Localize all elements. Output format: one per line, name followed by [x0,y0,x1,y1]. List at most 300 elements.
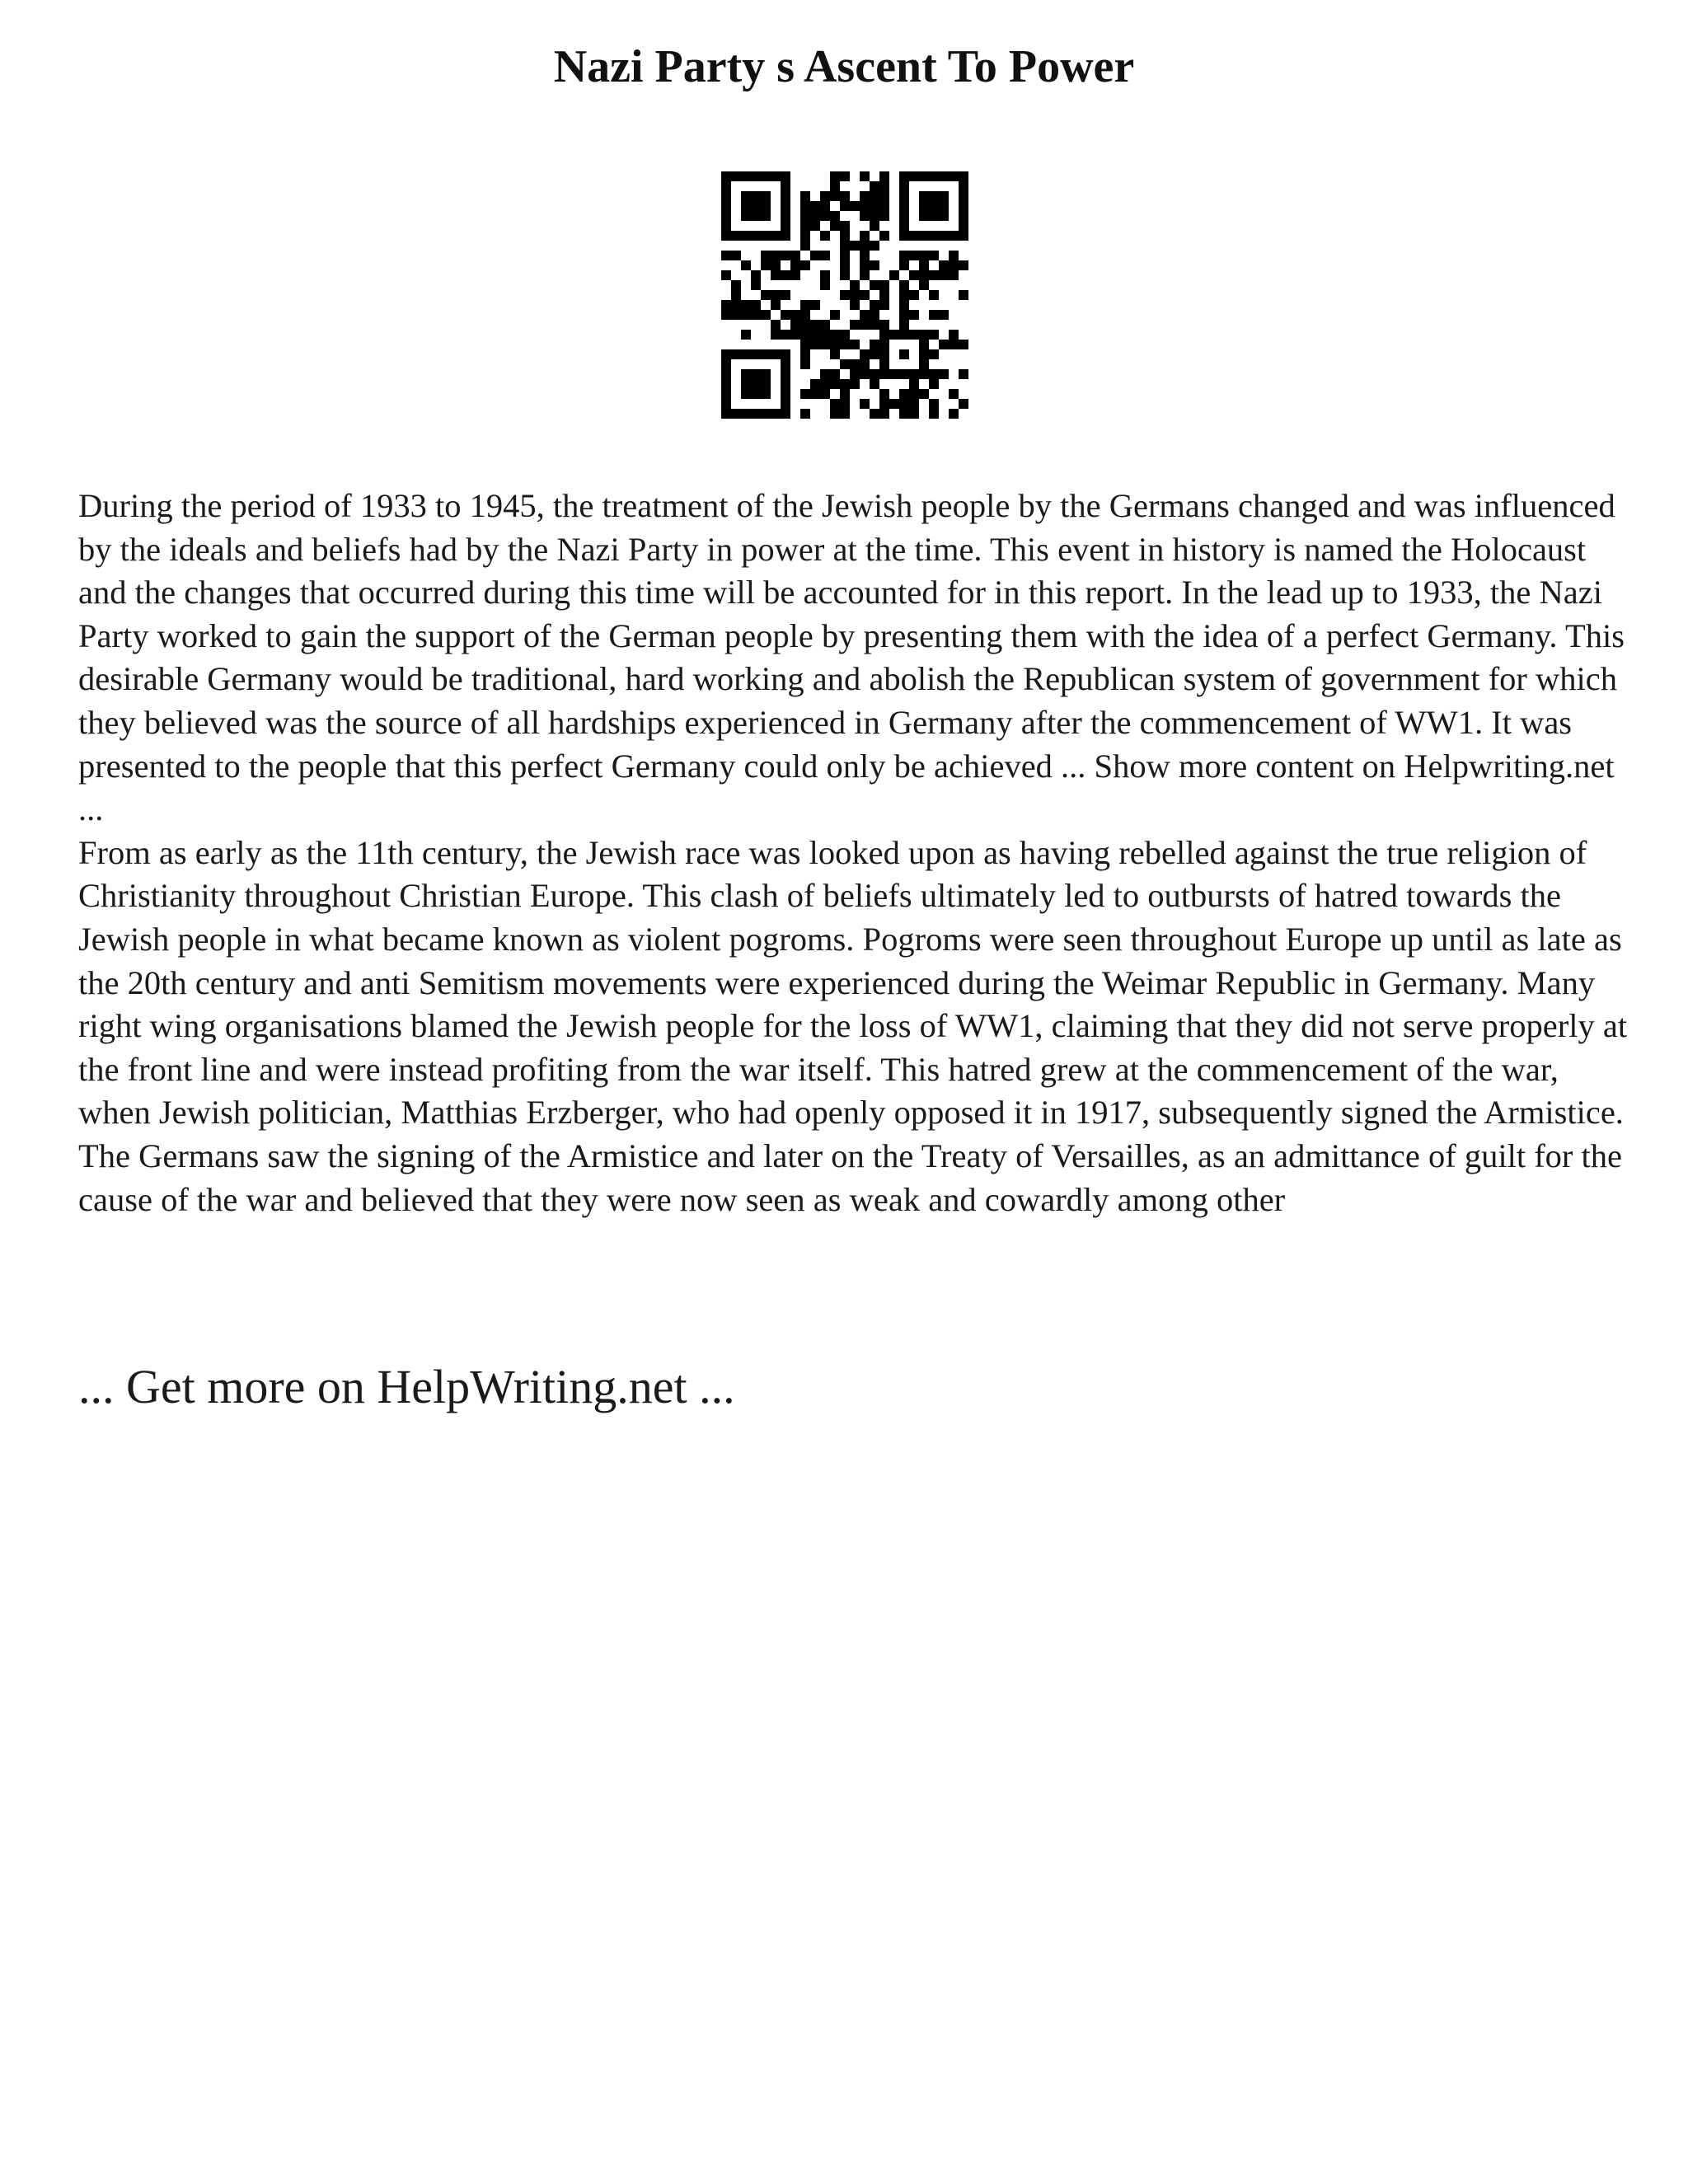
qr-module [830,399,840,409]
qr-module [909,399,919,409]
qr-module [830,369,840,379]
qr-module [751,310,761,320]
qr-module [909,330,919,340]
qr-module [781,290,790,300]
qr-module [939,310,949,320]
qr-module [761,251,771,260]
qr-code-icon [721,171,968,419]
qr-module [840,241,850,251]
qr-module [800,191,810,201]
qr-module [741,260,751,270]
qr-module [939,211,949,221]
qr-module [751,349,761,359]
qr-module [751,369,761,379]
qr-module [860,231,870,241]
qr-module [959,221,968,231]
qr-module [899,399,909,409]
qr-module [870,409,879,419]
qr-module [850,290,860,300]
qr-module [721,270,731,280]
qr-module [820,280,830,290]
qr-module [879,181,889,191]
qr-module [959,211,968,221]
qr-module [899,260,909,270]
qr-module [781,379,790,389]
qr-module [731,409,741,419]
qr-module [761,389,771,399]
qr-module [781,191,790,201]
qr-module [781,211,790,221]
qr-module [860,369,870,379]
qr-module [800,409,810,419]
qr-module [741,300,751,310]
qr-module [751,211,761,221]
qr-module [840,231,850,241]
qr-module [830,171,840,181]
qr-module [751,231,761,241]
qr-module [939,369,949,379]
qr-module [830,330,840,340]
qr-module [929,171,939,181]
qr-module [949,260,959,270]
qr-module [810,201,820,211]
qr-module [820,369,830,379]
qr-module [919,280,929,290]
qr-module [741,349,751,359]
qr-module [850,320,860,330]
qr-module [909,231,919,241]
qr-module [879,191,889,201]
qr-module [810,389,820,399]
qr-module [790,270,800,280]
qr-module [731,349,741,359]
qr-module [800,359,810,369]
qr-module [781,349,790,359]
qr-module [870,211,879,221]
qr-module [781,201,790,211]
qr-module [919,349,929,359]
qr-module [800,231,810,241]
paragraph: During the period of 1933 to 1945, the treatment of the Jewish people by the Germans changed and was influenced by the ideals and beliefs had by the Nazi Party in power at the time. This event in history is named the Holocaust and the changes that occurred during this time will be accounted for in this report. In the lead up to 1933, the Nazi Party worked to gain the support of the German people by presenting them with the idea of a perfect Germany. This desirable Germany would be traditional, hard working and abolish the Republican system of government for which they believed was the source of all hardships experienced in Germany after the commencement of WW1. It was presented to the people that this perfect Germany could only be achieved ... Show more content on Helpwriting.net ... [78,487,1625,828]
qr-module [899,171,909,181]
qr-module [721,409,731,419]
qr-module [771,270,781,280]
qr-module [929,270,939,280]
qr-module [870,349,879,359]
qr-module [840,399,850,409]
qr-module [721,349,731,359]
qr-module [820,201,830,211]
qr-module [939,270,949,280]
qr-module [810,330,820,340]
qr-module [959,290,968,300]
qr-module [840,290,850,300]
qr-module [870,369,879,379]
qr-module [800,260,810,270]
qr-module [751,409,761,419]
qr-module [751,389,761,399]
qr-module [741,330,751,340]
qr-module [860,211,870,221]
qr-module [939,260,949,270]
qr-module [830,349,840,359]
qr-module [949,330,959,340]
qr-module [850,369,860,379]
qr-module [771,260,781,270]
qr-module [820,270,830,280]
qr-module [850,280,860,290]
qr-module [741,369,751,379]
qr-module [840,359,850,369]
qr-module [761,379,771,389]
qr-module [731,280,741,290]
qr-module [909,409,919,419]
qr-module [721,300,731,310]
qr-module [929,290,939,300]
qr-module [820,251,830,260]
qr-module [741,201,751,211]
qr-module [781,409,790,419]
qr-module [820,389,830,399]
qr-module [899,181,909,191]
qr-module [879,340,889,349]
qr-module [771,171,781,181]
qr-module [800,241,810,251]
get-more-link[interactable]: ... Get more on HelpWriting.net ... [78,1360,735,1413]
qr-module [761,211,771,221]
qr-module [929,349,939,359]
qr-module [790,260,800,270]
qr-module [899,231,909,241]
qr-module [959,191,968,201]
qr-module [870,260,879,270]
qr-module [919,251,929,260]
qr-module [860,349,870,359]
qr-module [870,310,879,320]
qr-module [870,241,879,251]
qr-module [909,379,919,389]
qr-module [959,399,968,409]
qr-module [850,379,860,389]
qr-module [820,231,830,241]
qr-module [929,201,939,211]
qr-module [909,389,919,399]
qr-module [870,340,879,349]
qr-module [751,270,761,280]
qr-module [830,211,840,221]
qr-module [751,201,761,211]
qr-module [929,251,939,260]
qr-module [761,191,771,201]
qr-module [860,191,870,201]
qr-module [731,300,741,310]
qr-module [879,389,889,399]
qr-module [860,260,870,270]
qr-module [959,231,968,241]
qr-module [800,330,810,340]
qr-module [879,171,889,181]
qr-module [781,171,790,181]
qr-module [919,231,929,241]
qr-module [781,310,790,320]
qr-module [840,221,850,231]
qr-module [870,300,879,310]
qr-module [870,280,879,290]
qr-module [899,389,909,399]
qr-module [721,310,731,320]
qr-module [790,330,800,340]
qr-module [939,191,949,201]
qr-module [870,191,879,201]
qr-module [919,171,929,181]
qr-module [929,409,939,419]
qr-module [939,171,949,181]
qr-module [781,181,790,191]
qr-module [860,310,870,320]
qr-module [879,280,889,290]
qr-module [721,181,731,191]
qr-module [949,231,959,241]
qr-module [860,270,870,280]
qr-module [790,251,800,260]
qr-module [879,399,889,409]
qr-module [731,290,741,300]
qr-module [929,330,939,340]
qr-module [731,171,741,181]
qr-module [810,300,820,310]
qr-module [830,310,840,320]
qr-module [899,201,909,211]
qr-module [721,191,731,201]
qr-module [731,310,741,320]
qr-module [820,191,830,201]
qr-module [949,270,959,280]
qr-module [959,369,968,379]
qr-module [959,171,968,181]
qr-module [919,211,929,221]
qr-module [741,211,751,221]
qr-module [860,201,870,211]
qr-module [731,251,741,260]
qr-module [959,260,968,270]
qr-module [741,379,751,389]
qr-module [929,231,939,241]
qr-module [800,221,810,231]
qr-module [761,349,771,359]
qr-module [840,389,850,399]
qr-module [870,201,879,211]
qr-module [860,399,870,409]
paragraph: From as early as the 11th century, the Jewish race was looked upon as having rebelled against the true religion of Christianity throughout Christian Europe. This clash of beliefs ultimately led to outbursts of hatred towards the Jewish people in what became known as violent pogroms. Pogroms were seen throughout Europe up until as late as the 20th century and anti Semitism movements were experienced during the Weimar Republic in Germany. Many right wing organisations blamed the Jewish people for the loss of WW1, claiming that they did not serve properly at the front line and were instead profiting from the war itself. This hatred grew at the commencement of the war, when Jewish politician, Matthias Erzberger, who had openly opposed it in 1917, subsequently signed the Armistice. The Germans saw the signing of the Armistice and later on the Treaty of Versailles, as an admittance of guilt for the cause of the war and believed that they were now seen as weak and cowardly among other [78,833,1628,1218]
qr-module [751,280,761,290]
qr-module [949,171,959,181]
qr-module [919,260,929,270]
qr-module [959,201,968,211]
qr-module [879,231,889,241]
qr-module [771,300,781,310]
qr-module [771,320,781,330]
qr-module [870,379,879,389]
qr-module [721,211,731,221]
qr-module [860,320,870,330]
qr-module [840,191,850,201]
qr-module [830,221,840,231]
qr-module [860,359,870,369]
qr-module [810,211,820,221]
qr-module [741,389,751,399]
qr-module [919,389,929,399]
qr-module [899,310,909,320]
qr-module [781,270,790,280]
qr-module [840,260,850,270]
qr-module [751,379,761,389]
qr-module [761,369,771,379]
document-title: Nazi Party s Ascent To Power [553,41,1135,92]
qr-module [899,330,909,340]
qr-module [761,290,771,300]
qr-module [919,330,929,340]
qr-module [751,191,761,201]
qr-module [810,251,820,260]
qr-module [899,300,909,310]
qr-module [879,359,889,369]
document-body [78,485,1628,1221]
qr-module [919,191,929,201]
qr-module [879,330,889,340]
qr-module [860,290,870,300]
qr-module [949,409,959,419]
qr-module [949,251,959,260]
qr-module [919,201,929,211]
qr-module [800,349,810,359]
qr-module [810,221,820,231]
qr-module [840,330,850,340]
qr-module [860,251,870,260]
qr-module [781,221,790,231]
qr-module [721,399,731,409]
qr-module [899,251,909,260]
qr-module [949,340,959,349]
qr-module [899,369,909,379]
qr-module [830,191,840,201]
qr-module [721,251,731,260]
qr-module [909,171,919,181]
qr-module [781,231,790,241]
qr-module [761,201,771,211]
qr-module [889,369,899,379]
qr-module [721,379,731,389]
qr-module [830,340,840,349]
qr-module [870,320,879,330]
qr-module [909,310,919,320]
qr-module [850,359,860,369]
qr-module [820,320,830,330]
qr-module [840,251,850,260]
qr-module [889,330,899,340]
qr-module [810,320,820,330]
qr-module [909,251,919,260]
qr-module [761,231,771,241]
qr-module [939,340,949,349]
qr-module [800,310,810,320]
qr-module [909,369,919,379]
qr-module [850,201,860,211]
qr-module [741,409,751,419]
qr-module [781,369,790,379]
qr-module [959,181,968,191]
qr-module [840,171,850,181]
qr-module [800,201,810,211]
qr-module [721,231,731,241]
qr-module [899,349,909,359]
qr-module [879,409,889,419]
qr-module [820,330,830,340]
qr-module [790,320,800,330]
qr-module [899,191,909,201]
qr-module [751,171,761,181]
qr-module [721,359,731,369]
qr-module [721,369,731,379]
qr-module [820,211,830,221]
qr-module [721,171,731,181]
qr-module [870,181,879,191]
qr-module [800,211,810,221]
qr-module [929,310,939,320]
qr-module [899,221,909,231]
qr-module [781,330,790,340]
qr-module [949,389,959,399]
qr-module [800,300,810,310]
qr-module [771,290,781,300]
qr-module [741,231,751,241]
qr-module [820,379,830,389]
qr-module [781,399,790,409]
qr-module [771,349,781,359]
qr-module [909,290,919,300]
qr-module [790,310,800,320]
qr-module [879,320,889,330]
qr-module [879,369,889,379]
qr-module [879,290,889,300]
qr-module [879,300,889,310]
qr-module [879,201,889,211]
qr-module [850,300,860,310]
qr-module [721,201,731,211]
qr-module [830,379,840,389]
qr-module [919,270,929,280]
qr-module [741,310,751,320]
qr-module [840,340,850,349]
qr-module [761,310,771,320]
qr-module [889,399,899,409]
qr-module [731,231,741,241]
qr-module [800,389,810,399]
qr-module [721,221,731,231]
qr-module [870,221,879,231]
qr-module [781,251,790,260]
qr-module [899,211,909,221]
qr-module [899,320,909,330]
qr-module [889,270,899,280]
qr-module [761,409,771,419]
qr-module [810,379,820,389]
qr-module [800,340,810,349]
qr-module [939,231,949,241]
qr-module [929,191,939,201]
qr-module [919,359,929,369]
qr-module [741,171,751,181]
qr-module [761,171,771,181]
